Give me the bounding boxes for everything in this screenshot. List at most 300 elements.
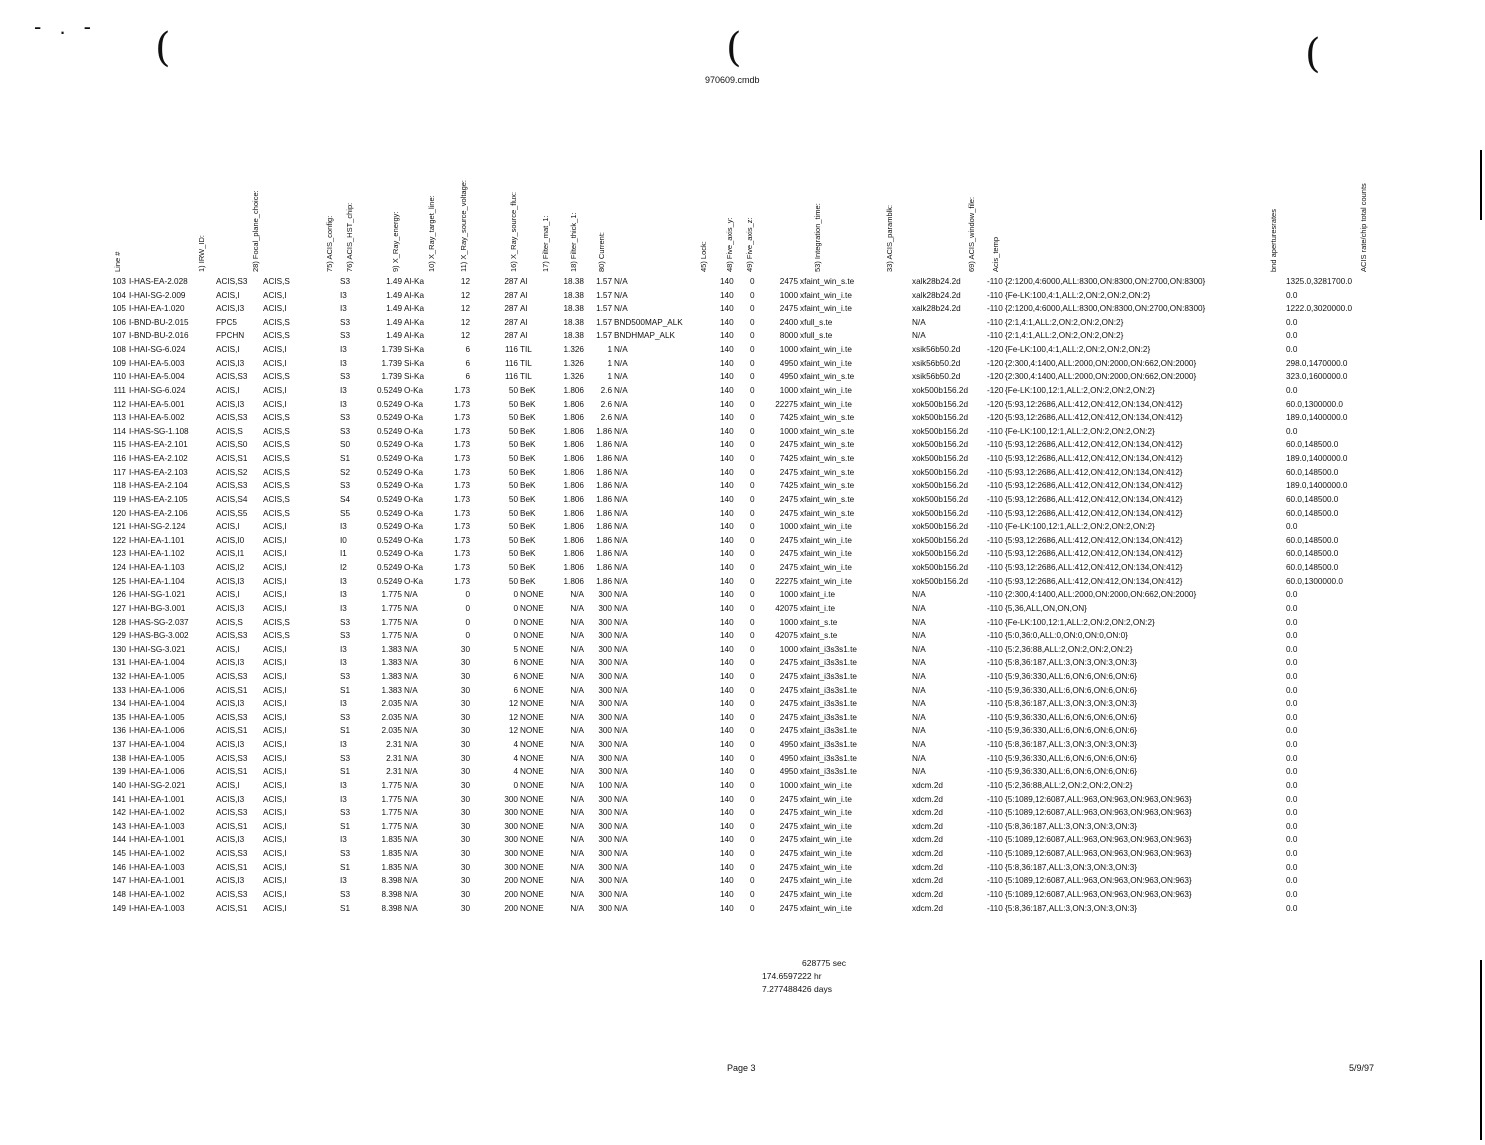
column-header	[322, 140, 336, 272]
table-cell: 30	[460, 658, 470, 668]
table-cell: ACIS,I	[263, 767, 287, 777]
table-cell: 1.806	[563, 535, 584, 545]
table-cell: 18.38	[563, 277, 584, 286]
table-cell: I-HAI-EA-5.002	[129, 413, 185, 423]
table-cell: 119	[112, 494, 126, 504]
column-header	[742, 140, 756, 272]
table-cell: ACIS,S5	[216, 508, 248, 518]
table-cell: N/A	[404, 658, 418, 668]
table-cell: {5:8,36:187,ALL:3,ON:3,ON:3,ON:3}	[1005, 862, 1137, 872]
table-cell: {5:9,36:330,ALL:6,ON:6,ON:6,ON:6}	[1005, 767, 1137, 777]
table-cell: N/A	[404, 767, 418, 777]
table-cell: I-HAI-EA-1.001	[129, 876, 185, 886]
table-cell: I-HAI-SG-2.124	[129, 522, 186, 532]
table-cell: ACIS,I	[263, 671, 287, 681]
table-cell: I3	[340, 399, 347, 409]
table-cell: 130	[112, 644, 126, 654]
table-cell: 189.0,1400000.0	[1286, 481, 1348, 491]
table-cell: 0	[750, 467, 755, 477]
table-cell: N/A	[614, 671, 628, 681]
table-cell: 2475	[779, 726, 798, 736]
table-cell: xok500b156.2d	[912, 494, 968, 504]
table-cell: -110	[987, 767, 1003, 777]
table-cell: FPCHN	[216, 331, 245, 341]
table-cell: N/A	[404, 808, 418, 818]
table-cell: -110	[987, 481, 1003, 491]
table-cell: 300	[504, 862, 518, 872]
table-cell: 0	[750, 903, 755, 913]
table-cell: -110	[987, 794, 1003, 804]
table-cell: ACIS,I3	[216, 740, 245, 750]
table-row	[0, 794, 1480, 808]
table-cell: O-Ka	[404, 563, 424, 573]
table-cell: N/A	[614, 849, 628, 859]
table-cell: xfaint_i3s3s1.te	[800, 753, 857, 763]
table-cell: 300	[598, 685, 612, 695]
table-cell: 0	[750, 767, 755, 777]
table-cell: 0.0	[1286, 345, 1298, 355]
table-cell: Al-Ka	[404, 277, 425, 286]
table-cell: 140	[720, 849, 734, 859]
table-cell: 137	[112, 740, 126, 750]
table-cell: 106	[112, 317, 126, 327]
table-cell: 0.0	[1286, 835, 1298, 845]
table-cell: 0.5249	[376, 522, 402, 532]
table-cell: 1.86	[596, 549, 612, 559]
table-cell: N/A	[570, 903, 584, 913]
table-cell: -110	[987, 753, 1003, 763]
table-row	[0, 358, 1480, 372]
column-header-label: bnd aperturesrates	[1269, 209, 1278, 272]
table-cell: 300	[598, 617, 612, 627]
table-cell: 1.739	[381, 372, 402, 382]
table-cell: {5:1089,12:6087,ALL:963,ON:963,ON:963,ON:963}	[1005, 794, 1192, 804]
table-cell: I3	[340, 522, 347, 532]
table-cell: N/A	[912, 331, 926, 341]
table-cell: 6	[513, 658, 518, 668]
binder-hole-right: (	[1305, 31, 1321, 77]
table-cell: ACIS,S3	[216, 413, 248, 423]
table-cell: S1	[340, 862, 351, 872]
table-cell: ACIS,S	[216, 426, 243, 436]
table-cell: NONE	[520, 835, 544, 845]
table-cell: 116	[504, 345, 518, 355]
table-cell: {Fe-LK:100,12:1,ALL:2,ON:2,ON:2,ON:2}	[1005, 617, 1155, 627]
table-cell: {5:93,12:2686,ALL:412,ON:412,ON:134,ON:412}	[1005, 535, 1183, 545]
table-cell: 12	[460, 304, 470, 314]
table-cell: 4	[513, 740, 518, 750]
table-cell: 0.0	[1286, 876, 1298, 886]
table-cell: 189.0,1400000.0	[1286, 413, 1348, 423]
table-cell: N/A	[614, 413, 628, 423]
table-cell: xfaint_win_s.te	[800, 372, 855, 382]
table-cell: {5:93,12:2686,ALL:412,ON:412,ON:134,ON:412}	[1005, 508, 1183, 518]
table-row	[0, 739, 1480, 753]
table-cell: N/A	[614, 535, 628, 545]
table-cell: 298.0,1470000.0	[1286, 358, 1348, 368]
table-cell: ACIS,S3	[216, 277, 248, 286]
table-cell: 0	[750, 549, 755, 559]
table-cell: xok500b156.2d	[912, 467, 968, 477]
table-cell: -110	[987, 290, 1003, 300]
table-row	[0, 412, 1480, 426]
table-cell: {5:9,36:330,ALL:6,ON:6,ON:6,ON:6}	[1005, 685, 1137, 695]
table-cell: ACIS,S	[263, 413, 290, 423]
table-cell: N/A	[404, 726, 418, 736]
table-cell: 140	[720, 889, 734, 899]
column-header-label: 18) Filter_thick_1:	[569, 212, 578, 272]
table-cell: N/A	[614, 549, 628, 559]
table-cell: N/A	[614, 522, 628, 532]
table-cell: xfaint_i3s3s1.te	[800, 767, 857, 777]
table-cell: 8.398	[381, 876, 402, 886]
table-cell: S3	[340, 481, 351, 491]
table-cell: N/A	[614, 385, 628, 395]
table-cell: 1.326	[563, 345, 584, 355]
table-cell: 200	[504, 876, 518, 886]
table-cell: 30	[460, 835, 470, 845]
table-cell: I2	[340, 563, 347, 573]
table-cell: 1	[607, 345, 612, 355]
table-cell: 140	[720, 631, 734, 641]
table-cell: xfaint_win_i.te	[800, 876, 852, 886]
table-row	[0, 834, 1480, 848]
table-cell: I-HAI-EA-1.001	[129, 835, 185, 845]
table-cell: I-HAI-SG-3.021	[129, 644, 186, 654]
table-cell: N/A	[912, 658, 926, 668]
table-cell: 300	[598, 862, 612, 872]
table-cell: 1.806	[563, 576, 584, 586]
table-cell: 140	[720, 740, 734, 750]
table-cell: S1	[340, 821, 351, 831]
table-cell: 0.5249	[376, 481, 402, 491]
table-cell: O-Ka	[404, 413, 424, 423]
column-header-label: 11) X_Ray_source_voltage:	[459, 180, 468, 272]
table-cell: N/A	[404, 821, 418, 831]
table-cell: S3	[340, 372, 351, 382]
table-cell: N/A	[614, 767, 628, 777]
table-cell: xfaint_i3s3s1.te	[800, 644, 857, 654]
table-cell: N/A	[614, 454, 628, 464]
table-cell: I-HAI-EA-1.003	[129, 821, 185, 831]
table-cell: 6	[465, 358, 470, 368]
table-row	[0, 698, 1480, 712]
table-cell: N/A	[912, 671, 926, 681]
table-cell: N/A	[614, 399, 628, 409]
table-cell: ACIS,I	[263, 304, 287, 314]
table-cell: Si-Ka	[404, 372, 425, 382]
column-header-label: 69) ACIS_window_file:	[967, 196, 976, 272]
table-cell: 200	[504, 903, 518, 913]
table-row	[0, 344, 1480, 358]
table-cell: xfaint_win_i.te	[800, 821, 852, 831]
table-row	[0, 685, 1480, 699]
table-cell: {5:9,36:330,ALL:6,ON:6,ON:6,ON:6}	[1005, 726, 1137, 736]
table-cell: ACIS,S1	[216, 821, 248, 831]
table-cell: 2.6	[600, 413, 612, 423]
table-cell: {5:2,36:88,ALL:2,ON:2,ON:2,ON:2}	[1005, 644, 1133, 654]
table-cell: -120	[987, 345, 1004, 355]
table-cell: 300	[598, 767, 612, 777]
table-cell: 140	[720, 808, 734, 818]
table-cell: 1.806	[563, 481, 584, 491]
table-cell: 2475	[779, 903, 798, 913]
table-cell: I-HAI-EA-1.005	[129, 671, 185, 681]
table-cell: 42075	[775, 603, 798, 613]
table-cell: 60.0,148500.0	[1286, 440, 1339, 450]
table-cell: 0.0	[1286, 631, 1298, 641]
table-cell: -110	[987, 331, 1003, 341]
table-row	[0, 290, 1480, 304]
table-cell: 300	[598, 712, 612, 722]
table-cell: -110	[987, 317, 1003, 327]
table-cell: 140	[720, 876, 734, 886]
table-cell: I-HAI-EA-1.005	[129, 753, 185, 763]
table-cell: 1.73	[454, 549, 470, 559]
table-cell: 12	[508, 726, 518, 736]
table-cell: 140	[720, 358, 734, 368]
table-cell: 140	[720, 644, 734, 654]
table-cell: 146	[112, 862, 126, 872]
table-cell: ACIS,I	[263, 590, 287, 600]
table-cell: N/A	[570, 753, 584, 763]
table-cell: -110	[987, 277, 1003, 286]
table-cell: -110	[987, 658, 1003, 668]
table-cell: 2475	[779, 849, 798, 859]
table-cell: S2	[340, 467, 351, 477]
table-cell: 1.73	[454, 522, 470, 532]
table-cell: O-Ka	[404, 467, 424, 477]
column-header	[696, 140, 710, 272]
table-cell: N/A	[912, 644, 926, 654]
table-cell: 60.0,148500.0	[1286, 467, 1339, 477]
table-cell: {Fe-LK:100,12:1,ALL:2,ON:2,ON:2,ON:2}	[1005, 385, 1155, 395]
table-cell: 2475	[779, 277, 798, 286]
table-cell: 2475	[779, 685, 798, 695]
table-cell: N/A	[404, 671, 418, 681]
table-cell: I-HAI-SG-6.024	[129, 385, 186, 395]
table-cell: 140	[720, 712, 734, 722]
table-cell: 60.0,148500.0	[1286, 535, 1339, 545]
table-cell: N/A	[570, 740, 584, 750]
table-cell: 30	[460, 726, 470, 736]
table-cell: ACIS,I	[263, 290, 287, 300]
table-cell: 1.835	[381, 849, 402, 859]
table-cell: N/A	[614, 876, 628, 886]
table-cell: ACIS,I	[216, 345, 240, 355]
page-number: Page 3	[727, 1063, 756, 1073]
table-cell: 50	[508, 535, 518, 545]
table-cell: 140	[720, 671, 734, 681]
table-cell: ACIS,I0	[216, 535, 245, 545]
table-cell: N/A	[614, 794, 628, 804]
table-cell: 0.0	[1286, 712, 1298, 722]
table-cell: 148	[112, 889, 126, 899]
table-cell: 30	[460, 767, 470, 777]
table-cell: Al	[520, 331, 528, 341]
table-cell: -110	[987, 644, 1003, 654]
table-cell: 1.49	[386, 290, 402, 300]
table-cell: 60.0,1300000.0	[1286, 576, 1343, 586]
table-cell: ACIS,I	[216, 780, 240, 790]
table-cell: N/A	[404, 699, 418, 709]
table-cell: 140	[720, 522, 734, 532]
table-cell: 105	[112, 304, 126, 314]
table-cell: 114	[112, 426, 126, 436]
table-cell: 132	[112, 671, 126, 681]
table-cell: 1.835	[381, 862, 402, 872]
table-cell: {5:1089,12:6087,ALL:963,ON:963,ON:963,ON:963}	[1005, 849, 1192, 859]
table-cell: 4950	[779, 753, 798, 763]
table-cell: ACIS,I3	[216, 835, 245, 845]
table-cell: xfaint_win_s.te	[800, 467, 855, 477]
table-cell: S3	[340, 277, 351, 286]
table-cell: 12	[460, 290, 470, 300]
table-cell: N/A	[614, 835, 628, 845]
table-cell: Al	[520, 317, 528, 327]
scan-edge-mark	[1480, 960, 1482, 1140]
table-cell: 0.0	[1286, 617, 1298, 627]
table-row	[0, 725, 1480, 739]
table-cell: 0	[750, 494, 755, 504]
table-cell: 135	[112, 712, 126, 722]
table-cell: O-Ka	[404, 576, 424, 586]
table-cell: 1.57	[596, 277, 612, 286]
table-cell: NONE	[520, 631, 544, 641]
table-cell: {2:300,4:1400,ALL:2000,ON:2000,ON:662,ON:2000}	[1005, 358, 1197, 368]
table-cell: O-Ka	[404, 440, 424, 450]
table-cell: xok500b156.2d	[912, 413, 968, 423]
table-cell: 1.383	[381, 671, 402, 681]
table-cell: 12	[508, 699, 518, 709]
scan-edge-mark	[1480, 150, 1482, 220]
table-cell: 42075	[775, 631, 798, 641]
table-cell: 140	[720, 617, 734, 627]
table-cell: 1.73	[454, 385, 470, 395]
table-cell: N/A	[912, 617, 926, 627]
table-cell: I-HAI-EA-1.006	[129, 767, 185, 777]
table-cell: 140	[720, 685, 734, 695]
table-cell: 104	[112, 290, 126, 300]
table-cell: 300	[598, 671, 612, 681]
table-cell: 0	[750, 849, 755, 859]
table-cell: {5:1089,12:6087,ALL:963,ON:963,ON:963,ON:963}	[1005, 876, 1192, 886]
table-row	[0, 303, 1480, 317]
table-cell: ACIS,S	[263, 440, 290, 450]
table-cell: ACIS,I	[216, 590, 240, 600]
table-cell: 30	[460, 821, 470, 831]
table-cell: I3	[340, 385, 347, 395]
table-cell: I-HAI-SG-1.021	[129, 590, 186, 600]
table-cell: 0	[750, 889, 755, 899]
table-cell: xfaint_i.te	[800, 590, 836, 600]
table-cell: xfaint_win_i.te	[800, 563, 852, 573]
table-cell: TIL	[520, 372, 532, 382]
table-cell: xfaint_win_i.te	[800, 358, 852, 368]
table-cell: NONE	[520, 712, 544, 722]
table-cell: 140	[720, 454, 734, 464]
table-cell: xfaint_win_i.te	[800, 849, 852, 859]
table-cell: xdcm.2d	[912, 849, 943, 859]
column-header-label: 33) ACIS_paramblk:	[885, 204, 894, 272]
table-cell: -110	[987, 685, 1003, 695]
table-cell: I-HAS-BG-3.002	[129, 631, 189, 641]
table-cell: N/A	[614, 740, 628, 750]
table-cell: ACIS,S3	[216, 712, 248, 722]
table-cell: N/A	[570, 889, 584, 899]
table-cell: ACIS,S	[263, 494, 290, 504]
table-cell: 1.73	[454, 535, 470, 545]
table-cell: 0	[750, 631, 755, 641]
table-cell: 0	[750, 699, 755, 709]
table-cell: xfaint_win_i.te	[800, 399, 852, 409]
table-cell: 0	[750, 658, 755, 668]
table-cell: {2:300,4:1400,ALL:2000,ON:2000,ON:662,ON:2000}	[1005, 590, 1197, 600]
table-cell: 1000	[779, 345, 798, 355]
table-cell: ACIS,I	[263, 862, 287, 872]
table-cell: 0	[750, 372, 755, 382]
table-cell: xfaint_i3s3s1.te	[800, 671, 857, 681]
table-cell: 0	[750, 726, 755, 736]
table-cell: 0.0	[1286, 794, 1298, 804]
column-header-label: Acis_temp	[991, 236, 1000, 272]
table-cell: 1.739	[381, 345, 402, 355]
table-cell: ACIS,I	[263, 658, 287, 668]
table-cell: ACIS,I	[263, 535, 287, 545]
table-cell: S5	[340, 508, 351, 518]
table-cell: I3	[340, 590, 347, 600]
table-cell: 0	[750, 563, 755, 573]
table-cell: ACIS,S	[263, 617, 290, 627]
table-cell: 0.0	[1286, 699, 1298, 709]
table-cell: N/A	[614, 631, 628, 641]
table-cell: BeK	[520, 426, 536, 436]
column-header-label: 80) Current:	[597, 231, 606, 272]
table-cell: ACIS,S	[263, 467, 290, 477]
table-cell: xfaint_win_i.te	[800, 794, 852, 804]
table-cell: BeK	[520, 576, 536, 586]
table-cell: 118	[112, 481, 126, 491]
table-cell: 0.0	[1286, 590, 1298, 600]
table-cell: 200	[504, 889, 518, 899]
table-cell: N/A	[614, 372, 628, 382]
table-cell: 0.0	[1286, 603, 1298, 613]
table-cell: I-HAI-EA-1.004	[129, 658, 185, 668]
table-cell: 1.73	[454, 426, 470, 436]
table-cell: {5:9,36:330,ALL:6,ON:6,ON:6,ON:6}	[1005, 753, 1137, 763]
table-cell: xfaint_win_i.te	[800, 385, 852, 395]
table-cell: 1.806	[563, 399, 584, 409]
table-cell: 140	[720, 426, 734, 436]
table-cell: 1.57	[596, 331, 612, 341]
table-cell: xfaint_i3s3s1.te	[800, 658, 857, 668]
table-cell: ACIS,S1	[216, 454, 248, 464]
table-cell: ACIS,I3	[216, 699, 245, 709]
table-cell: N/A	[404, 753, 418, 763]
table-cell: 0.0	[1286, 658, 1298, 668]
table-cell: BeK	[520, 399, 536, 409]
table-cell: 141	[112, 794, 126, 804]
table-cell: O-Ka	[404, 454, 424, 464]
table-cell: 8000	[779, 331, 798, 341]
table-cell: 7425	[779, 413, 798, 423]
table-cell: 0.0	[1286, 290, 1298, 300]
table-cell: N/A	[614, 277, 628, 286]
table-cell: BND500MAP_ALK	[614, 317, 683, 327]
table-cell: 1000	[779, 617, 798, 627]
table-cell: xfaint_win_i.te	[800, 808, 852, 818]
table-cell: 140	[720, 481, 734, 491]
